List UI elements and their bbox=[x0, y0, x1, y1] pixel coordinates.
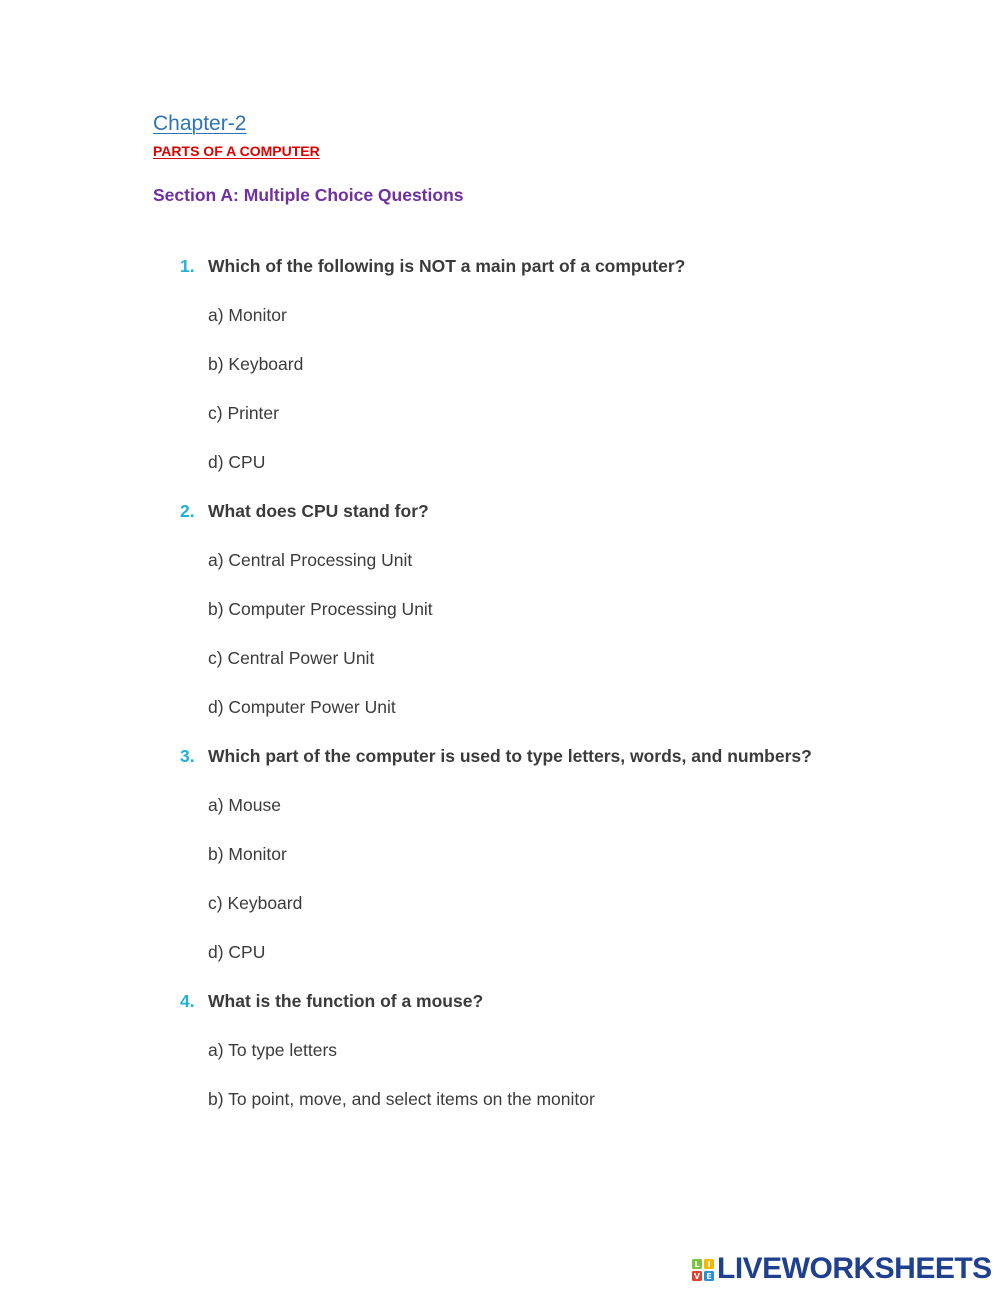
question-number: 2. bbox=[180, 501, 195, 521]
question-1 bbox=[0, 252, 1000, 280]
option-1d[interactable]: d) CPU bbox=[208, 452, 266, 472]
chapter-subtitle[interactable]: PARTS OF A COMPUTER bbox=[153, 143, 320, 159]
question-number: 1. bbox=[180, 256, 195, 276]
option-3d[interactable]: d) CPU bbox=[208, 942, 266, 962]
liveworksheets-wordmark: LIVEWORKSHEETS bbox=[717, 1252, 992, 1285]
question-number: 4. bbox=[180, 991, 195, 1011]
svg-text:V: V bbox=[693, 1272, 701, 1281]
question-3 bbox=[0, 742, 1000, 770]
option-2b[interactable]: b) Computer Processing Unit bbox=[208, 599, 433, 619]
svg-text:L: L bbox=[694, 1260, 700, 1269]
option-1a[interactable]: a) Monitor bbox=[208, 305, 287, 325]
question-4 bbox=[0, 987, 1000, 1015]
option-4a[interactable]: a) To type letters bbox=[208, 1040, 338, 1060]
option-3b[interactable]: b) Monitor bbox=[208, 844, 287, 864]
question-number: 3. bbox=[180, 746, 195, 766]
option-2c[interactable]: c) Central Power Unit bbox=[208, 648, 375, 668]
chapter-title[interactable]: Chapter-2 bbox=[153, 112, 247, 135]
option-1b[interactable]: b) Keyboard bbox=[208, 354, 304, 374]
liveworksheets-mark-icon bbox=[692, 1259, 714, 1281]
option-3a[interactable]: a) Mouse bbox=[208, 795, 281, 815]
option-2d[interactable]: d) Computer Power Unit bbox=[208, 697, 396, 717]
question-2 bbox=[0, 497, 1000, 525]
option-3c[interactable]: c) Keyboard bbox=[208, 893, 303, 913]
option-2a[interactable]: a) Central Processing Unit bbox=[208, 550, 413, 570]
question-text: What does CPU stand for? bbox=[208, 501, 429, 521]
section-heading: Section A: Multiple Choice Questions bbox=[153, 185, 464, 205]
question-text: Which of the following is NOT a main part of a computer? bbox=[208, 256, 686, 276]
question-text: Which part of the computer is used to type letters, words, and numbers? bbox=[208, 746, 812, 766]
svg-text:E: E bbox=[706, 1272, 712, 1281]
option-4b[interactable]: b) To point, move, and select items on the monitor bbox=[208, 1089, 595, 1109]
svg-text:I: I bbox=[707, 1260, 711, 1269]
option-1c[interactable]: c) Printer bbox=[208, 403, 279, 423]
question-text: What is the function of a mouse? bbox=[208, 991, 484, 1011]
liveworksheets-logo[interactable] bbox=[692, 1252, 992, 1286]
